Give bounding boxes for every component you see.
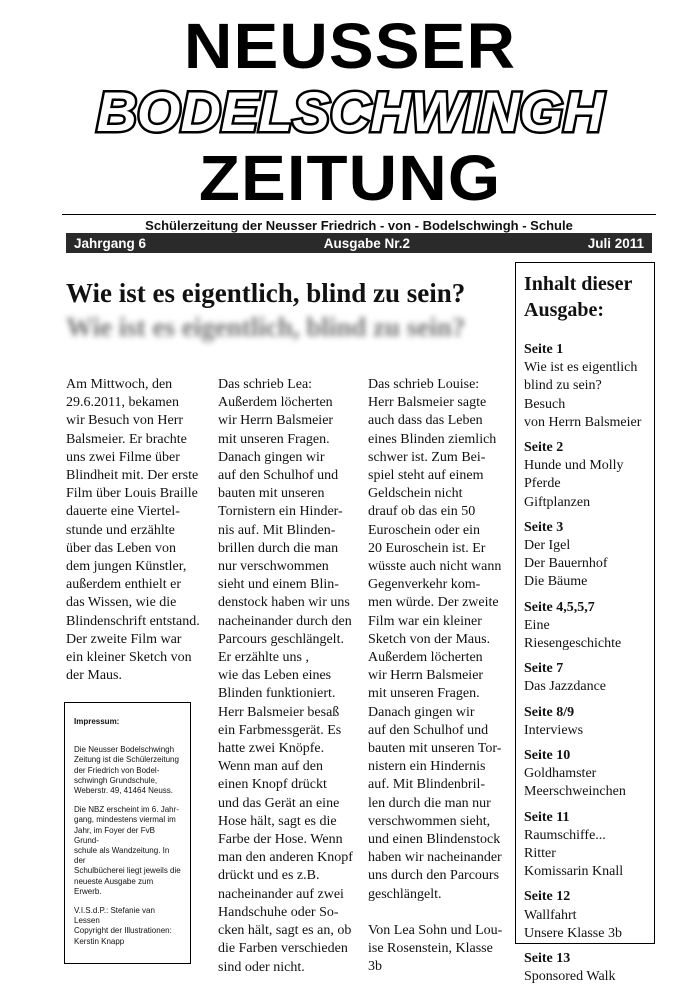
masthead-line-2: BODELSCHWINGH: [96, 80, 604, 143]
toc-entry: [524, 341, 646, 432]
issue-label: Ausgabe Nr.2: [323, 235, 410, 251]
masthead-line-1: NEUSSER: [183, 10, 517, 82]
toc-page-number: Seite 7: [524, 661, 564, 677]
toc-page-number: Seite 10: [524, 748, 571, 764]
toc-page-number: Seite 3: [524, 519, 564, 535]
volume-label: Jahrgang 6: [74, 235, 147, 251]
toc-entry: [524, 950, 646, 986]
toc-entry: [524, 747, 646, 802]
article-signature: Von Lea Sohn und Lou- ise Rosenstein, Klasse 3b: [368, 922, 503, 975]
toc-items: Goldhamster Meerschweinchen: [524, 766, 626, 800]
article-column-1-text: Am Mittwoch, den 29.6.2011, bekamen wir Besuch von Herr Balsmeier. Er brachte uns zwei Filme über Blindheit mit. Der erste Film über Louis Braille dauerte eine Viertel- stunde und erzählte über das Leben von dem jungen Künstler, außerdem enthielt er das Wissen, wie die Blindenschrift entstand. Der zweite Film war ein kleiner Sketch von der Maus.: [66, 377, 200, 684]
article-column-1: [66, 376, 216, 685]
impressum-title: Impressum:: [74, 717, 120, 726]
article-headline: Wie ist es eigentlich, blind zu sein?: [66, 278, 466, 308]
toc-entry: [524, 660, 646, 696]
impressum-paragraph: Die NBZ erscheint im 6. Jahr- gang, mindestens viermal im Jahr, im Foyer der FvB Grund- schule als Wandzeitung. In der Schulbücherei liegt jeweils die neueste Ausgabe zum Erwerb.: [74, 805, 181, 896]
toc-title: Inhalt dieser Ausgabe:: [524, 273, 632, 321]
toc-items: Wie ist es eigentlich blind zu sein? Besuch von Herrn Balsmeier: [524, 360, 642, 430]
issue-info-bar: [66, 233, 652, 253]
masthead-line-3: ZEITUNG: [198, 142, 502, 214]
impressum-box: [64, 702, 191, 964]
toc-page-number: Seite 11: [524, 809, 570, 825]
toc-items: Hunde und Molly Pferde Giftplanzen: [524, 458, 624, 510]
article-headline-shadow: Wie ist es eigentlich, blind zu sein?: [66, 312, 466, 342]
toc-entry: [524, 519, 646, 592]
article-column-3: [368, 376, 508, 977]
toc-page-number: Seite 1: [524, 342, 564, 357]
article-column-2-text: Das schrieb Lea: Außerdem löcherten wir Herrn Balsmeier mit unseren Fragen. Danach gingen wir auf den Schulhof und bauten mit unseren Tornistern ein Hinder- nis auf. Mit Blinden- brillen durch die man nur verschwommen sieht und einem Blin- denstock haben wir uns nacheinander durch den Parcours geschlängelt. Er erzählte uns , wie das Leben eines Blinden funktioniert. Herr Balsmeier besaß ein Farbmessgerät. Es hatte zwei Knöpfe. Wenn man auf den einen Knopf drückt und das Gerät an eine Hose hält, sagt es die Farbe der Hose. Wenn man den anderen Knopf drückt und es z.B. nacheinander auf zwei Handschuhe oder So- cken hält, sagt es an, ob die Farben verschieden sind oder nicht.: [218, 377, 353, 975]
toc-page-number: Seite 4,5,5,7: [524, 599, 595, 615]
toc-page-number: Seite 8/9: [524, 704, 575, 720]
article-column-2: [218, 376, 363, 977]
toc-entry: [524, 599, 646, 654]
date-label: Juli 2011: [587, 235, 644, 251]
toc-items: Interviews: [524, 722, 584, 738]
toc-items: Wallfahrt Unsere Klasse 3b: [524, 907, 622, 941]
newspaper-subtitle: Schülerzeitung der Neusser Friedrich - von - Bodelschwingh - Schule: [62, 214, 656, 233]
toc-items: Raumschiffe... Ritter Komissarin Knall: [524, 827, 624, 880]
toc-page-number: Seite 12: [524, 889, 571, 905]
article-column-3-text: Das schrieb Louise: Herr Balsmeier sagte auch dass das Leben eines Blinden ziemlich schwer ist. Zum Bei- spiel steht auf einem Geldschein nicht drauf ob das ein 50 Euroschein oder ein 20 Euroschein ist. Er wüsste auch nicht wann Gegenverkehr kom- men würde. Der zweite Film war ein kleiner Sketch von der Maus. Außerdem löcherten wir Herrn Balsmeier mit unseren Fragen. Danach gingen wir auf den Schulhof und bauten mit unseren Tor- nistern ein Hindernis auf. Mit Blindenbril- len durch die man nur verschwommen sieht, und einen Blindenstock haben wir nacheinander uns durch den Parcours geschlängelt.: [368, 377, 502, 902]
toc-entry: [524, 439, 646, 512]
toc-items: Sponsored Walk: [524, 969, 616, 985]
toc-page-number: Seite 13: [524, 951, 571, 967]
toc-page-number: Seite 2: [524, 440, 564, 456]
toc-items: Das Jazzdance: [524, 679, 607, 695]
toc-entry: [524, 888, 646, 943]
toc-items: Der Igel Der Bauernhof Die Bäume: [524, 538, 608, 590]
toc-items: Eine Riesengeschichte: [524, 617, 622, 652]
toc-entry: [524, 809, 646, 882]
impressum-paragraph: V.I.S.d.P.: Stefanie van Lessen Copyright der Illustrationen: Kerstin Knapp: [74, 906, 172, 946]
table-of-contents: [515, 262, 655, 985]
toc-entry: [524, 704, 646, 740]
impressum-paragraph: Die Neusser Bodelschwingh Zeitung ist die Schülerzeitung der Friedrich von Bodel- schwingh Grundschule, Weberstr. 49, 41464 Neuss.: [74, 745, 179, 796]
